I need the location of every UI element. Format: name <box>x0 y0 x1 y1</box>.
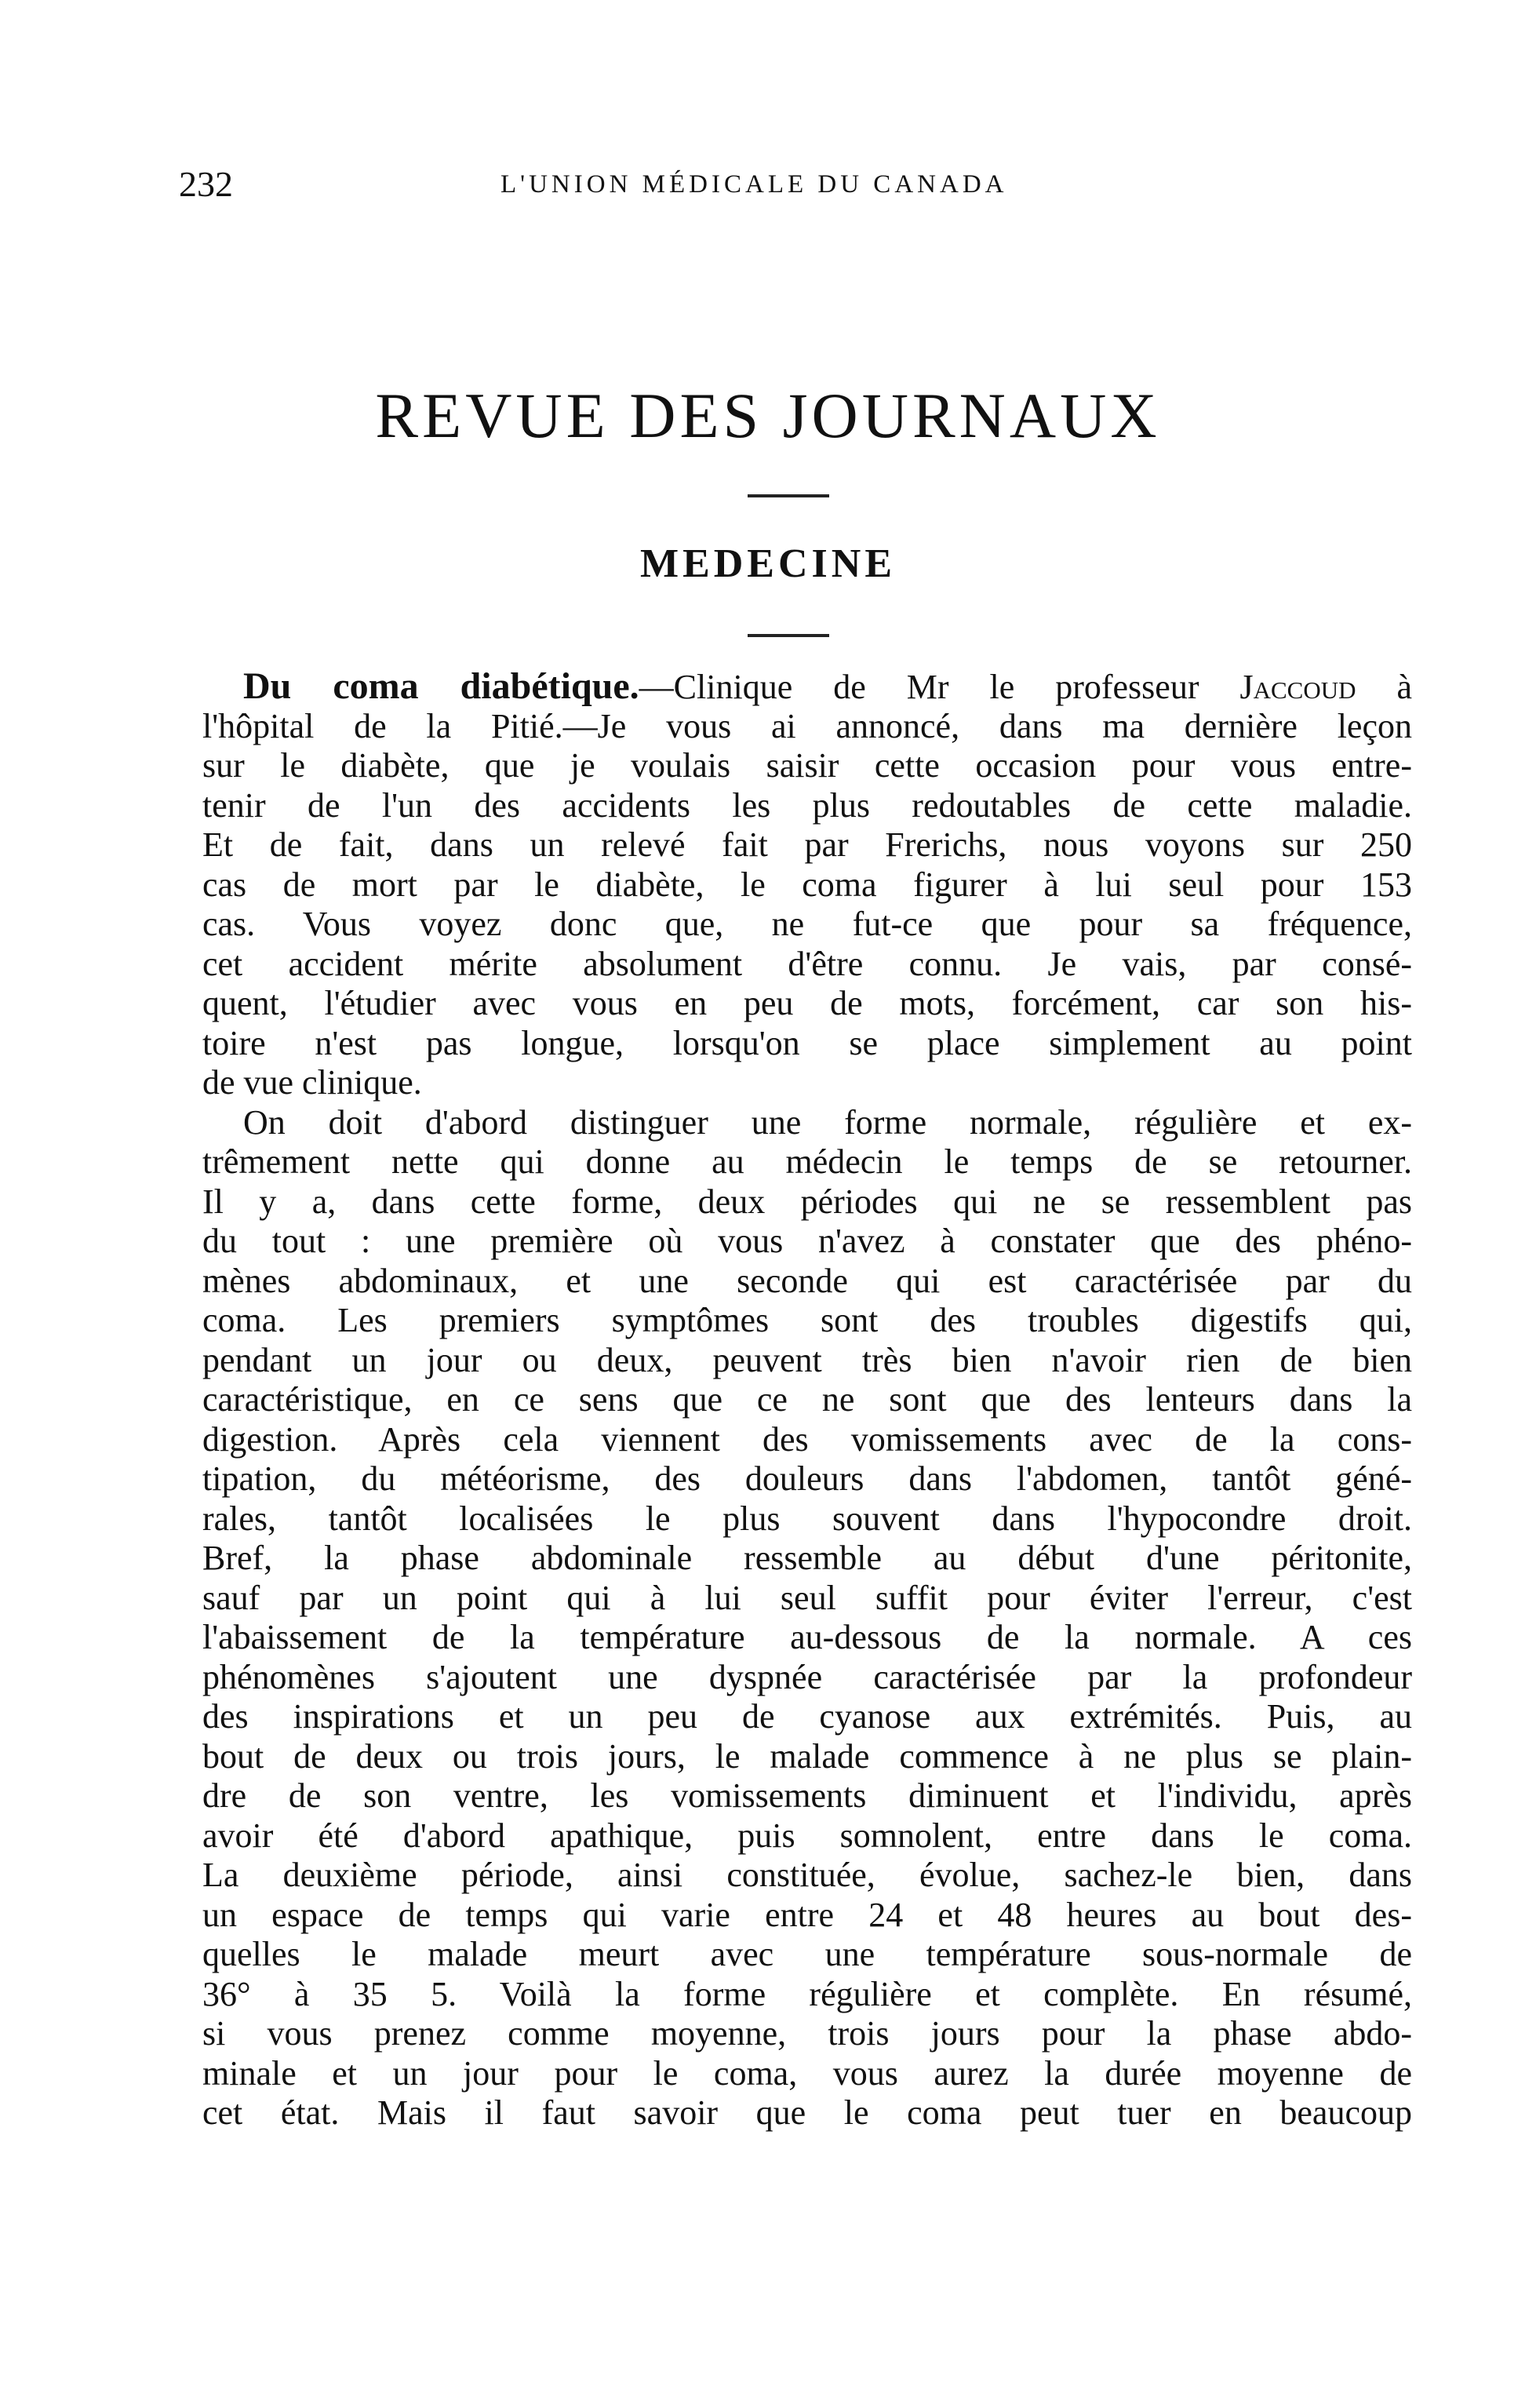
text-line: de vue clinique. <box>202 1063 422 1102</box>
text-line: quelles le malade meurt avec une température sous-normale de <box>202 1935 1412 1973</box>
article-body <box>202 667 1412 2133</box>
text-line: phénomènes s'ajoutent une dyspnée caractérisée par la profondeur <box>202 1657 1412 1696</box>
text-line: minale et un jour pour le coma, vous aurez la durée moyenne de <box>202 2053 1412 2093</box>
article-author: Jaccoud <box>1239 668 1356 706</box>
text-line: cas de mort par le diabète, le coma figurer à lui seul pour 153 <box>202 865 1412 904</box>
journal-title: L'UNION MÉDICALE DU CANADA <box>500 170 1008 199</box>
text-line: toire n'est pas longue, lorsqu'on se place simplement au point <box>202 1023 1412 1062</box>
text-line: cet état. Mais il faut savoir que le coma peut tuer en beaucoup <box>202 2093 1412 2132</box>
section-title: REVUE DES JOURNAUX <box>375 380 1161 451</box>
text-line: sauf par un point qui à lui seul suffit pour éviter l'erreur, c'est <box>202 1578 1412 1617</box>
text-line: avoir été d'abord apathique, puis somnolent, entre dans le coma. <box>202 1816 1412 1855</box>
text-line: cas. Vous voyez donc que, ne fut-ce que pour sa fréquence, <box>202 905 1412 943</box>
text-line: tenir de l'un des accidents les plus redoutables de cette maladie. <box>202 785 1412 825</box>
paragraph-1 <box>202 707 1412 1103</box>
text-line: Il y a, dans cette forme, deux périodes qui ne se ressemblent pas <box>202 1182 1412 1221</box>
text-line: sur le diabète, que je voulais saisir cette occasion pour vous entre- <box>202 746 1412 785</box>
text-line: Bref, la phase abdominale ressemble au début d'une péritonite, <box>202 1539 1412 1577</box>
text-line: pendant un jour ou deux, peuvent très bien n'avoir rien de bien <box>202 1340 1412 1379</box>
text-line: l'abaissement de la température au-dessous de la normale. A ces <box>202 1618 1412 1656</box>
text-line: caractéristique, en ce sens que ce ne sont que des lenteurs dans la <box>202 1380 1412 1419</box>
divider-rule-bottom <box>748 634 829 637</box>
text-line: On doit d'abord distinguer une forme normale, régulière et ex- <box>243 1102 1412 1142</box>
text-line: 36° à 35 5. Voilà la forme régulière et complète. En résumé, <box>202 1974 1412 2013</box>
article-heading: Du coma diabétique. <box>243 667 639 707</box>
text-line: un espace de temps qui varie entre 24 et 48 heures au bout des- <box>202 1895 1412 1934</box>
text-line: coma. Les premiers symptômes sont des troubles digestifs qui, <box>202 1301 1412 1339</box>
text-line: quent, l'étudier avec vous en peu de mots, forcément, car son his- <box>202 984 1412 1022</box>
text-line: La deuxième période, ainsi constituée, évolue, sachez-le bien, dans <box>202 1856 1412 1894</box>
text-line: des inspirations et un peu de cyanose aux extrémités. Puis, au <box>202 1697 1412 1736</box>
text-line: digestion. Après cela viennent des vomissements avec de la cons- <box>202 1419 1412 1459</box>
article-first-line <box>202 667 1412 707</box>
text-line: du tout : une première où vous n'avez à constater que des phéno- <box>202 1222 1412 1260</box>
text-line: dre de son ventre, les vomissements diminuent et l'individu, après <box>202 1776 1412 1815</box>
text-line: si vous prenez comme moyenne, trois jours pour la phase abdo- <box>202 2014 1412 2053</box>
text-line: cet accident mérite absolument d'être connu. Je vais, par consé- <box>202 944 1412 983</box>
article-first-line-end: à <box>1356 668 1412 706</box>
text-line: rales, tantôt localisées le plus souvent dans l'hypocondre droit. <box>202 1499 1412 1538</box>
text-line: trêmement nette qui donne au médecin le temps de se retourner. <box>202 1142 1412 1181</box>
article-clinic-text: —Clinique de Mr le professeur <box>639 668 1240 706</box>
text-line: mènes abdominaux, et une seconde qui est caractérisée par du <box>202 1261 1412 1300</box>
running-head <box>179 161 1434 208</box>
text-line: l'hôpital de la Pitié.—Je vous ai annoncé, dans ma dernière leçon <box>202 706 1412 745</box>
text-line: tipation, du météorisme, des douleurs dans l'abdomen, tantôt géné- <box>202 1459 1412 1498</box>
subsection-title: MEDECINE <box>639 541 897 586</box>
text-line: bout de deux ou trois jours, le malade commence à ne plus se plain- <box>202 1736 1412 1776</box>
divider-rule-top <box>748 494 829 497</box>
paragraph-2 <box>202 1103 1412 2133</box>
page-number: 232 <box>179 164 233 204</box>
text-line: Et de fait, dans un relevé fait par Frerichs, nous voyons sur 250 <box>202 825 1412 864</box>
